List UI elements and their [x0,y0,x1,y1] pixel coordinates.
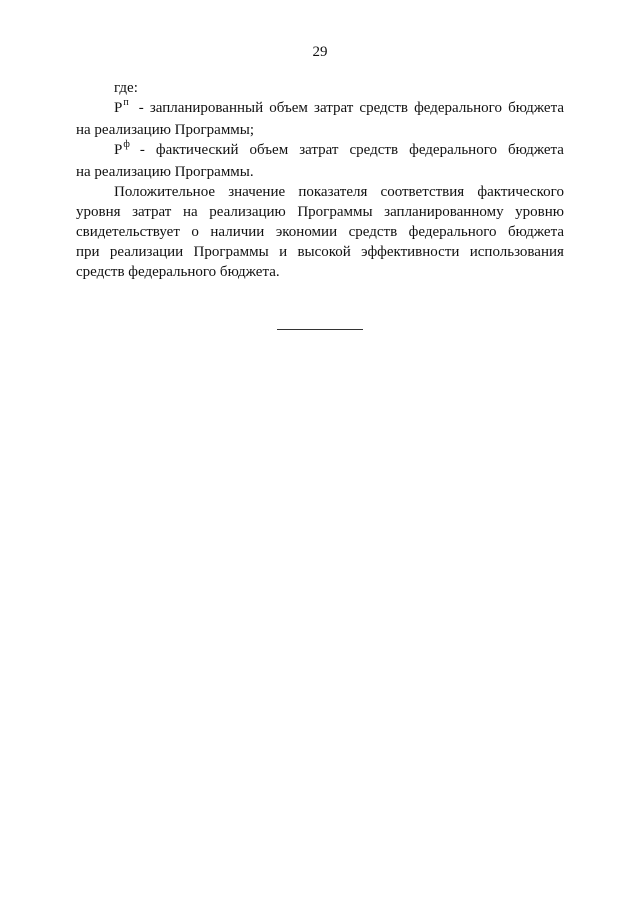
superscript-planned: п [123,97,129,108]
word: бюджета [508,142,564,158]
word: федерального [414,100,502,116]
symbol-actual: $P^ф$ [114,139,130,158]
paragraph-line-3 [76,222,564,242]
paragraph-line-2 [76,202,564,222]
paragraph-line-4 [76,242,564,262]
paragraph-line-5: средств федерального бюджета. [76,264,280,280]
word: реализации [109,244,184,260]
word: бюджета [508,100,564,116]
word: федерального [409,142,497,158]
document-body [76,78,564,282]
word: эффективности [361,244,460,260]
word: затрат [299,142,339,158]
word: фактического [477,184,564,200]
word: средств [348,224,398,240]
word: запланированный [149,100,264,116]
word: значение [228,184,286,200]
word: наличии [210,224,265,240]
page-number: 29 [312,44,328,60]
superscript-actual: ф [123,139,130,150]
word: высокой [297,244,351,260]
word: реализацию [209,204,286,220]
symbol-planned: $P^п$ [114,97,129,116]
word: Программы [193,244,269,260]
word: - [139,142,145,158]
definition-actual-text [140,140,564,162]
word: затрат [132,204,172,220]
word: использования [469,244,564,260]
word: на [182,204,198,220]
word: Программы [297,204,373,220]
word: средств [359,100,408,116]
word: Положительное [114,184,216,200]
definition-planned-line1 [76,98,564,120]
word: средств [349,142,399,158]
word: объем [249,142,289,158]
definition-planned-line2: на реализацию Программы; [76,122,255,138]
word: уровню [515,204,564,220]
word: федерального [408,224,497,240]
word: затрат [314,100,354,116]
word: при [76,244,100,260]
word: свидетельствует [76,224,180,240]
word: о [191,224,199,240]
word: уровня [76,204,121,220]
definition-actual-line1 [76,140,564,162]
where-label: где: [114,80,138,96]
word: - [138,100,144,116]
word: и [279,244,288,260]
definition-planned-text [139,98,564,120]
word: показателя [298,184,368,200]
word: объем [269,100,308,116]
word: запланированному [384,204,504,220]
paragraph-line-1 [76,182,564,202]
word: бюджета [508,224,564,240]
word: соответствия [380,184,465,200]
word: фактический [155,142,239,158]
word: экономии [275,224,338,240]
definition-actual-line2: на реализацию Программы. [76,164,254,180]
end-divider [277,329,363,330]
